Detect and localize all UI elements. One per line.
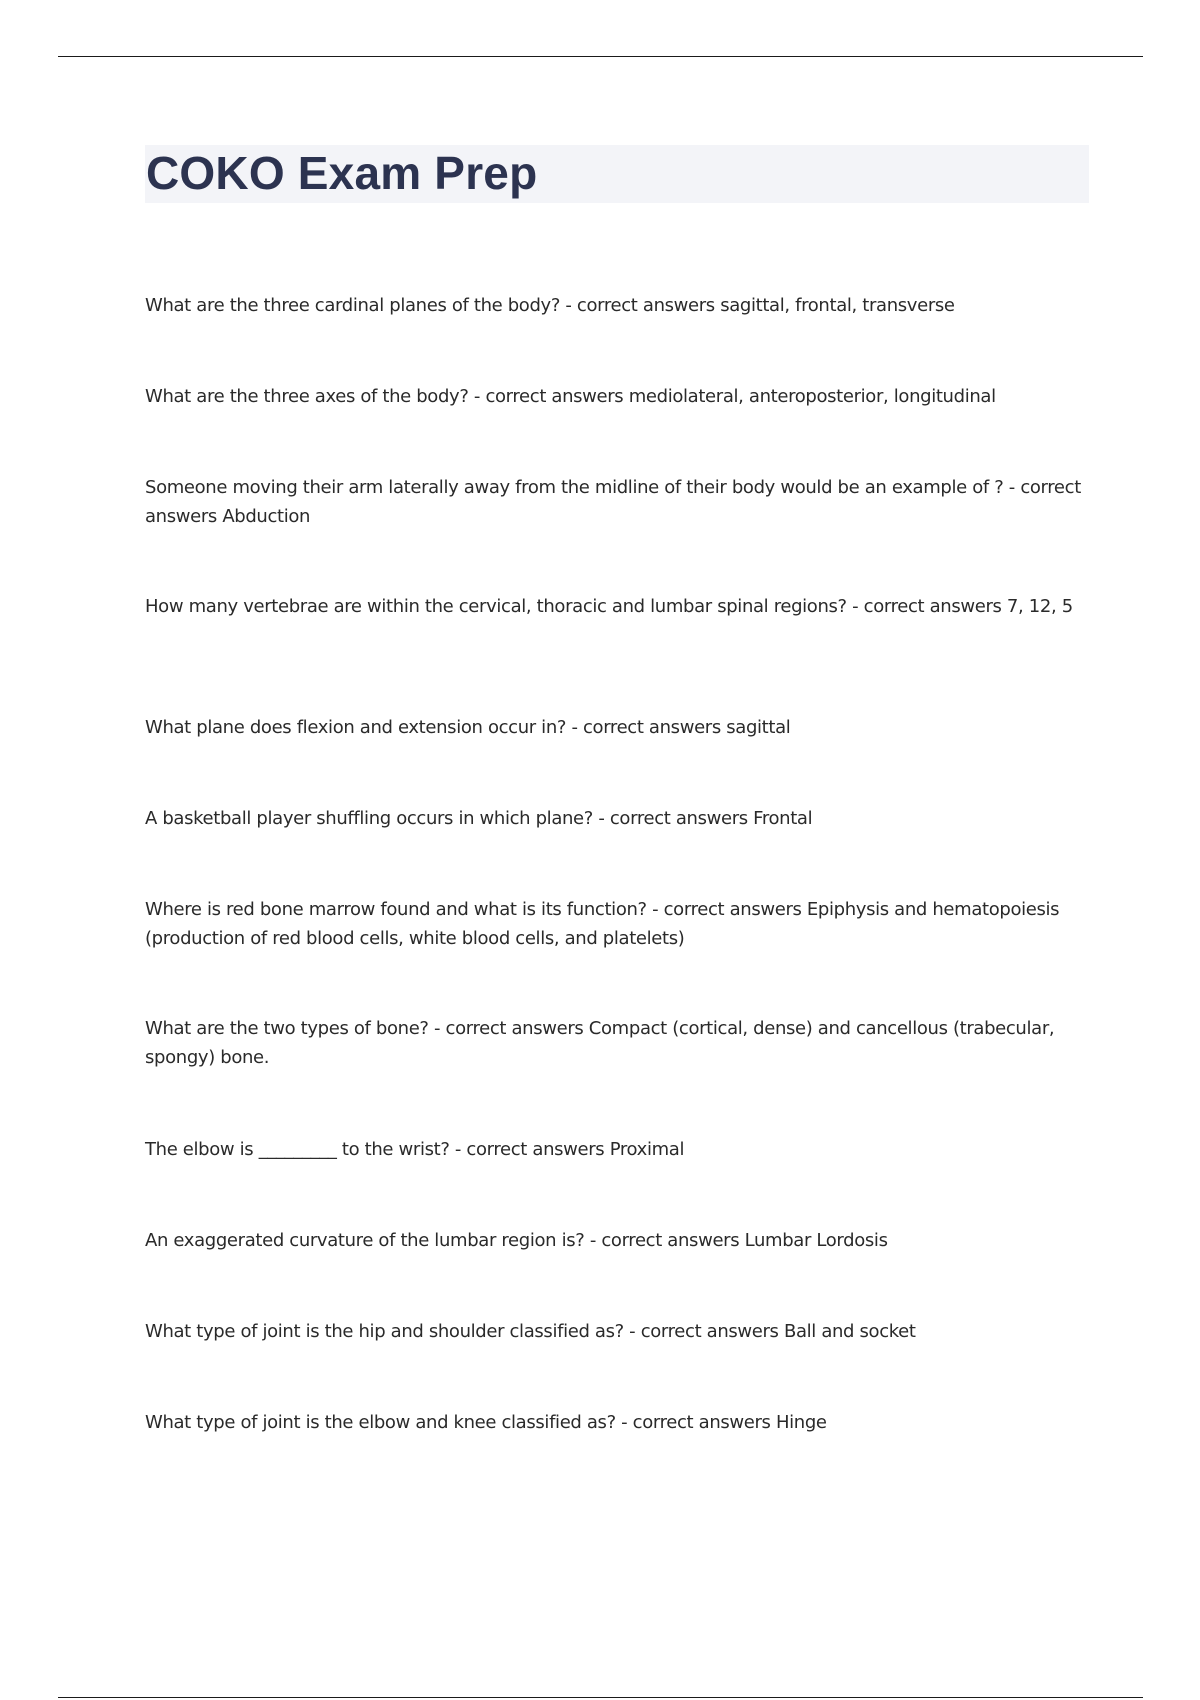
- answer-text: 7, 12, 5: [1006, 596, 1073, 617]
- qa-item: [145, 473, 1095, 531]
- answer-separator: - correct answers: [584, 1230, 745, 1251]
- qa-item: [145, 1408, 1095, 1437]
- qa-item: [145, 895, 1095, 953]
- question-text: Where is red bone marrow found and what is its function?: [145, 899, 647, 920]
- answer-separator: - correct answers: [560, 295, 721, 316]
- answer-text: Epiphysis and hematopoiesis (production of red blood cells, white blood cells, and platelets): [145, 899, 1060, 949]
- qa-item: [145, 592, 1095, 621]
- answer-separator: - correct answers: [593, 808, 754, 829]
- answer-text: Frontal: [753, 808, 813, 829]
- bottom-rule: [58, 1697, 1143, 1698]
- answer-separator: - correct answers: [449, 1139, 610, 1160]
- question-text: What type of joint is the elbow and knee classified as?: [145, 1412, 616, 1433]
- question-text: What are the two types of bone?: [145, 1018, 429, 1039]
- answer-text: mediolateral, anteroposterior, longitudinal: [628, 386, 996, 407]
- answer-separator: - correct answers: [846, 596, 1007, 617]
- qa-item: [145, 1135, 1095, 1164]
- answer-separator: - correct answers: [468, 386, 629, 407]
- qa-item: [145, 804, 1095, 833]
- answer-text: Proximal: [609, 1139, 685, 1160]
- question-text: What are the three cardinal planes of the body?: [145, 295, 561, 316]
- answer-text: Lumbar Lordosis: [744, 1230, 888, 1251]
- question-text: An exaggerated curvature of the lumbar region is?: [145, 1230, 585, 1251]
- question-text: Someone moving their arm laterally away from the midline of their body would be an example of ?: [145, 477, 1004, 498]
- qa-item: [145, 382, 1095, 411]
- answer-text: sagittal, frontal, transverse: [720, 295, 955, 316]
- question-text: What type of joint is the hip and shoulder classified as?: [145, 1321, 624, 1342]
- question-text: What are the three axes of the body?: [145, 386, 469, 407]
- qa-item: [145, 291, 1095, 320]
- page-title: COKO Exam Prep: [146, 147, 538, 199]
- question-text: A basketball player shuffling occurs in which plane?: [145, 808, 593, 829]
- qa-item: [145, 1226, 1095, 1255]
- answer-text: Abduction: [222, 506, 311, 527]
- answer-text: Hinge: [775, 1412, 827, 1433]
- qa-item: [145, 1014, 1095, 1072]
- question-text: What plane does flexion and extension occur in?: [145, 717, 567, 738]
- answer-separator: - correct answers: [623, 1321, 784, 1342]
- answer-separator: - correct answers: [145, 477, 1081, 527]
- answer-text: Ball and socket: [783, 1321, 916, 1342]
- answer-separator: - correct answers: [646, 899, 807, 920]
- qa-item: [145, 713, 1095, 742]
- answer-separator: - correct answers: [566, 717, 727, 738]
- answer-text: sagittal: [726, 717, 791, 738]
- qa-item: [145, 1317, 1095, 1346]
- question-text: The elbow is _________ to the wrist?: [145, 1139, 450, 1160]
- top-rule: [58, 56, 1143, 57]
- answer-text: Compact (cortical, dense) and cancellous (trabecular, spongy) bone.: [145, 1018, 1055, 1068]
- question-text: How many vertebrae are within the cervical, thoracic and lumbar spinal regions?: [145, 596, 847, 617]
- answer-separator: - correct answers: [428, 1018, 589, 1039]
- answer-separator: - correct answers: [615, 1412, 776, 1433]
